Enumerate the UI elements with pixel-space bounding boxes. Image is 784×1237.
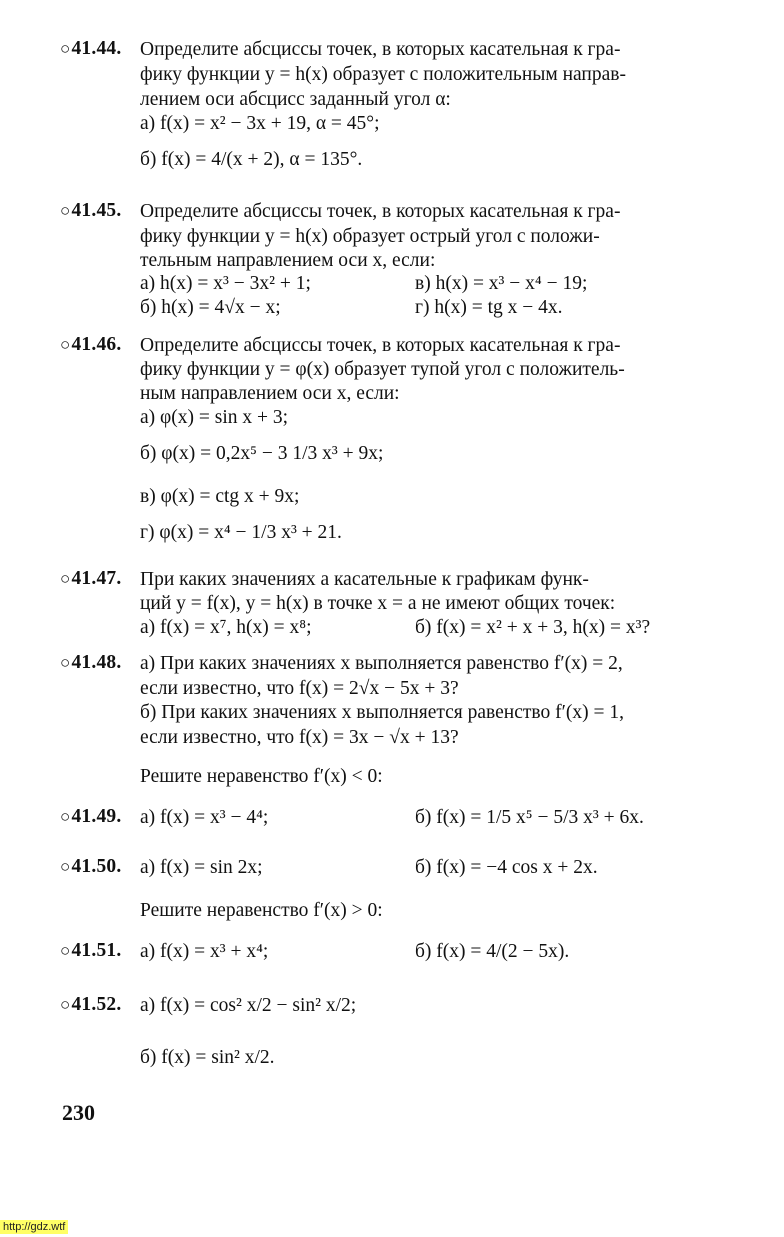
problem-item: б) f(x) = sin² x/2. xyxy=(140,1047,275,1068)
problem-text-line: При каких значениях a касательные к графикам функ- xyxy=(140,569,589,590)
page-number: 230 xyxy=(62,1100,95,1125)
problem-text-line: тельным направлением оси x, если: xyxy=(140,250,436,271)
problem-item: а) f(x) = x³ + x⁴; xyxy=(140,941,269,962)
problem-item: в) φ(x) = ctg x + 9x; xyxy=(140,486,300,507)
problem-number-41-49: ○41.49. xyxy=(60,806,122,827)
problem-item: а) f(x) = x³ − 4⁴; xyxy=(140,807,269,828)
problem-item: а) f(x) = x² − 3x + 19, α = 45°; xyxy=(140,113,380,134)
problem-number-41-48: ○41.48. xyxy=(60,652,122,673)
problem-item: а) φ(x) = sin x + 3; xyxy=(140,407,289,428)
problem-item: в) h(x) = x³ − x⁴ − 19; xyxy=(415,273,588,294)
problem-text-line: Определите абсциссы точек, в которых касательная к гра- xyxy=(140,335,621,356)
problem-item: б) f(x) = 1/5 x⁵ − 5/3 x³ + 6x. xyxy=(415,807,644,828)
problem-item: б) f(x) = 4/(x + 2), α = 135°. xyxy=(140,149,363,170)
problem-item: а) f(x) = cos² x/2 − sin² x/2; xyxy=(140,995,357,1016)
watermark-link[interactable]: http://gdz.wtf xyxy=(0,1220,68,1234)
problem-text-line: фику функции y = h(x) образует с положительным направ- xyxy=(140,64,626,85)
problem-number-41-52: ○41.52. xyxy=(60,994,122,1015)
problem-text-line: ным направлением оси x, если: xyxy=(140,383,400,404)
problem-text-line: ций y = f(x), y = h(x) в точке x = a не имеют общих точек: xyxy=(140,593,616,614)
problem-item: а) f(x) = x⁷, h(x) = x⁸; xyxy=(140,617,312,638)
problem-number-41-50: ○41.50. xyxy=(60,856,122,877)
problem-item: б) f(x) = −4 cos x + 2x. xyxy=(415,857,598,878)
problem-text-line: Определите абсциссы точек, в которых касательная к гра- xyxy=(140,201,621,222)
problem-text-line: фику функции y = h(x) образует острый угол с положи- xyxy=(140,226,600,247)
problem-item: а) f(x) = sin 2x; xyxy=(140,857,263,878)
problem-number-41-44: ○41.44. xyxy=(60,38,122,59)
problem-item: б) f(x) = 4/(2 − 5x). xyxy=(415,941,570,962)
problem-text-line: если известно, что f(x) = 2√x − 5x + 3? xyxy=(140,678,459,699)
problem-number-41-51: ○41.51. xyxy=(60,940,122,961)
problem-item: б) При каких значениях x выполняется равенство f′(x) = 1, xyxy=(140,702,624,723)
section-heading: Решите неравенство f′(x) > 0: xyxy=(140,900,383,921)
problem-text-line: Определите абсциссы точек, в которых касательная к гра- xyxy=(140,39,621,60)
problem-number-41-46: ○41.46. xyxy=(60,334,122,355)
problem-item: г) h(x) = tg x − 4x. xyxy=(415,297,563,318)
problem-item: г) φ(x) = x⁴ − 1/3 x³ + 21. xyxy=(140,522,342,543)
problem-item: а) h(x) = x³ − 3x² + 1; xyxy=(140,273,311,294)
problem-text-line: лением оси абсцисс заданный угол α: xyxy=(140,89,451,110)
problem-item: б) φ(x) = 0,2x⁵ − 3 1/3 x³ + 9x; xyxy=(140,443,384,464)
problem-number-41-47: ○41.47. xyxy=(60,568,122,589)
problem-item: а) При каких значениях x выполняется равенство f′(x) = 2, xyxy=(140,653,623,674)
problem-item: б) f(x) = x² + x + 3, h(x) = x³? xyxy=(415,617,651,638)
problem-item: б) h(x) = 4√x − x; xyxy=(140,297,281,318)
problem-text-line: если известно, что f(x) = 3x − √x + 13? xyxy=(140,727,459,748)
section-heading: Решите неравенство f′(x) < 0: xyxy=(140,766,383,787)
problem-text-line: фику функции y = φ(x) образует тупой угол с положитель- xyxy=(140,359,625,380)
problem-number-41-45: ○41.45. xyxy=(60,200,122,221)
